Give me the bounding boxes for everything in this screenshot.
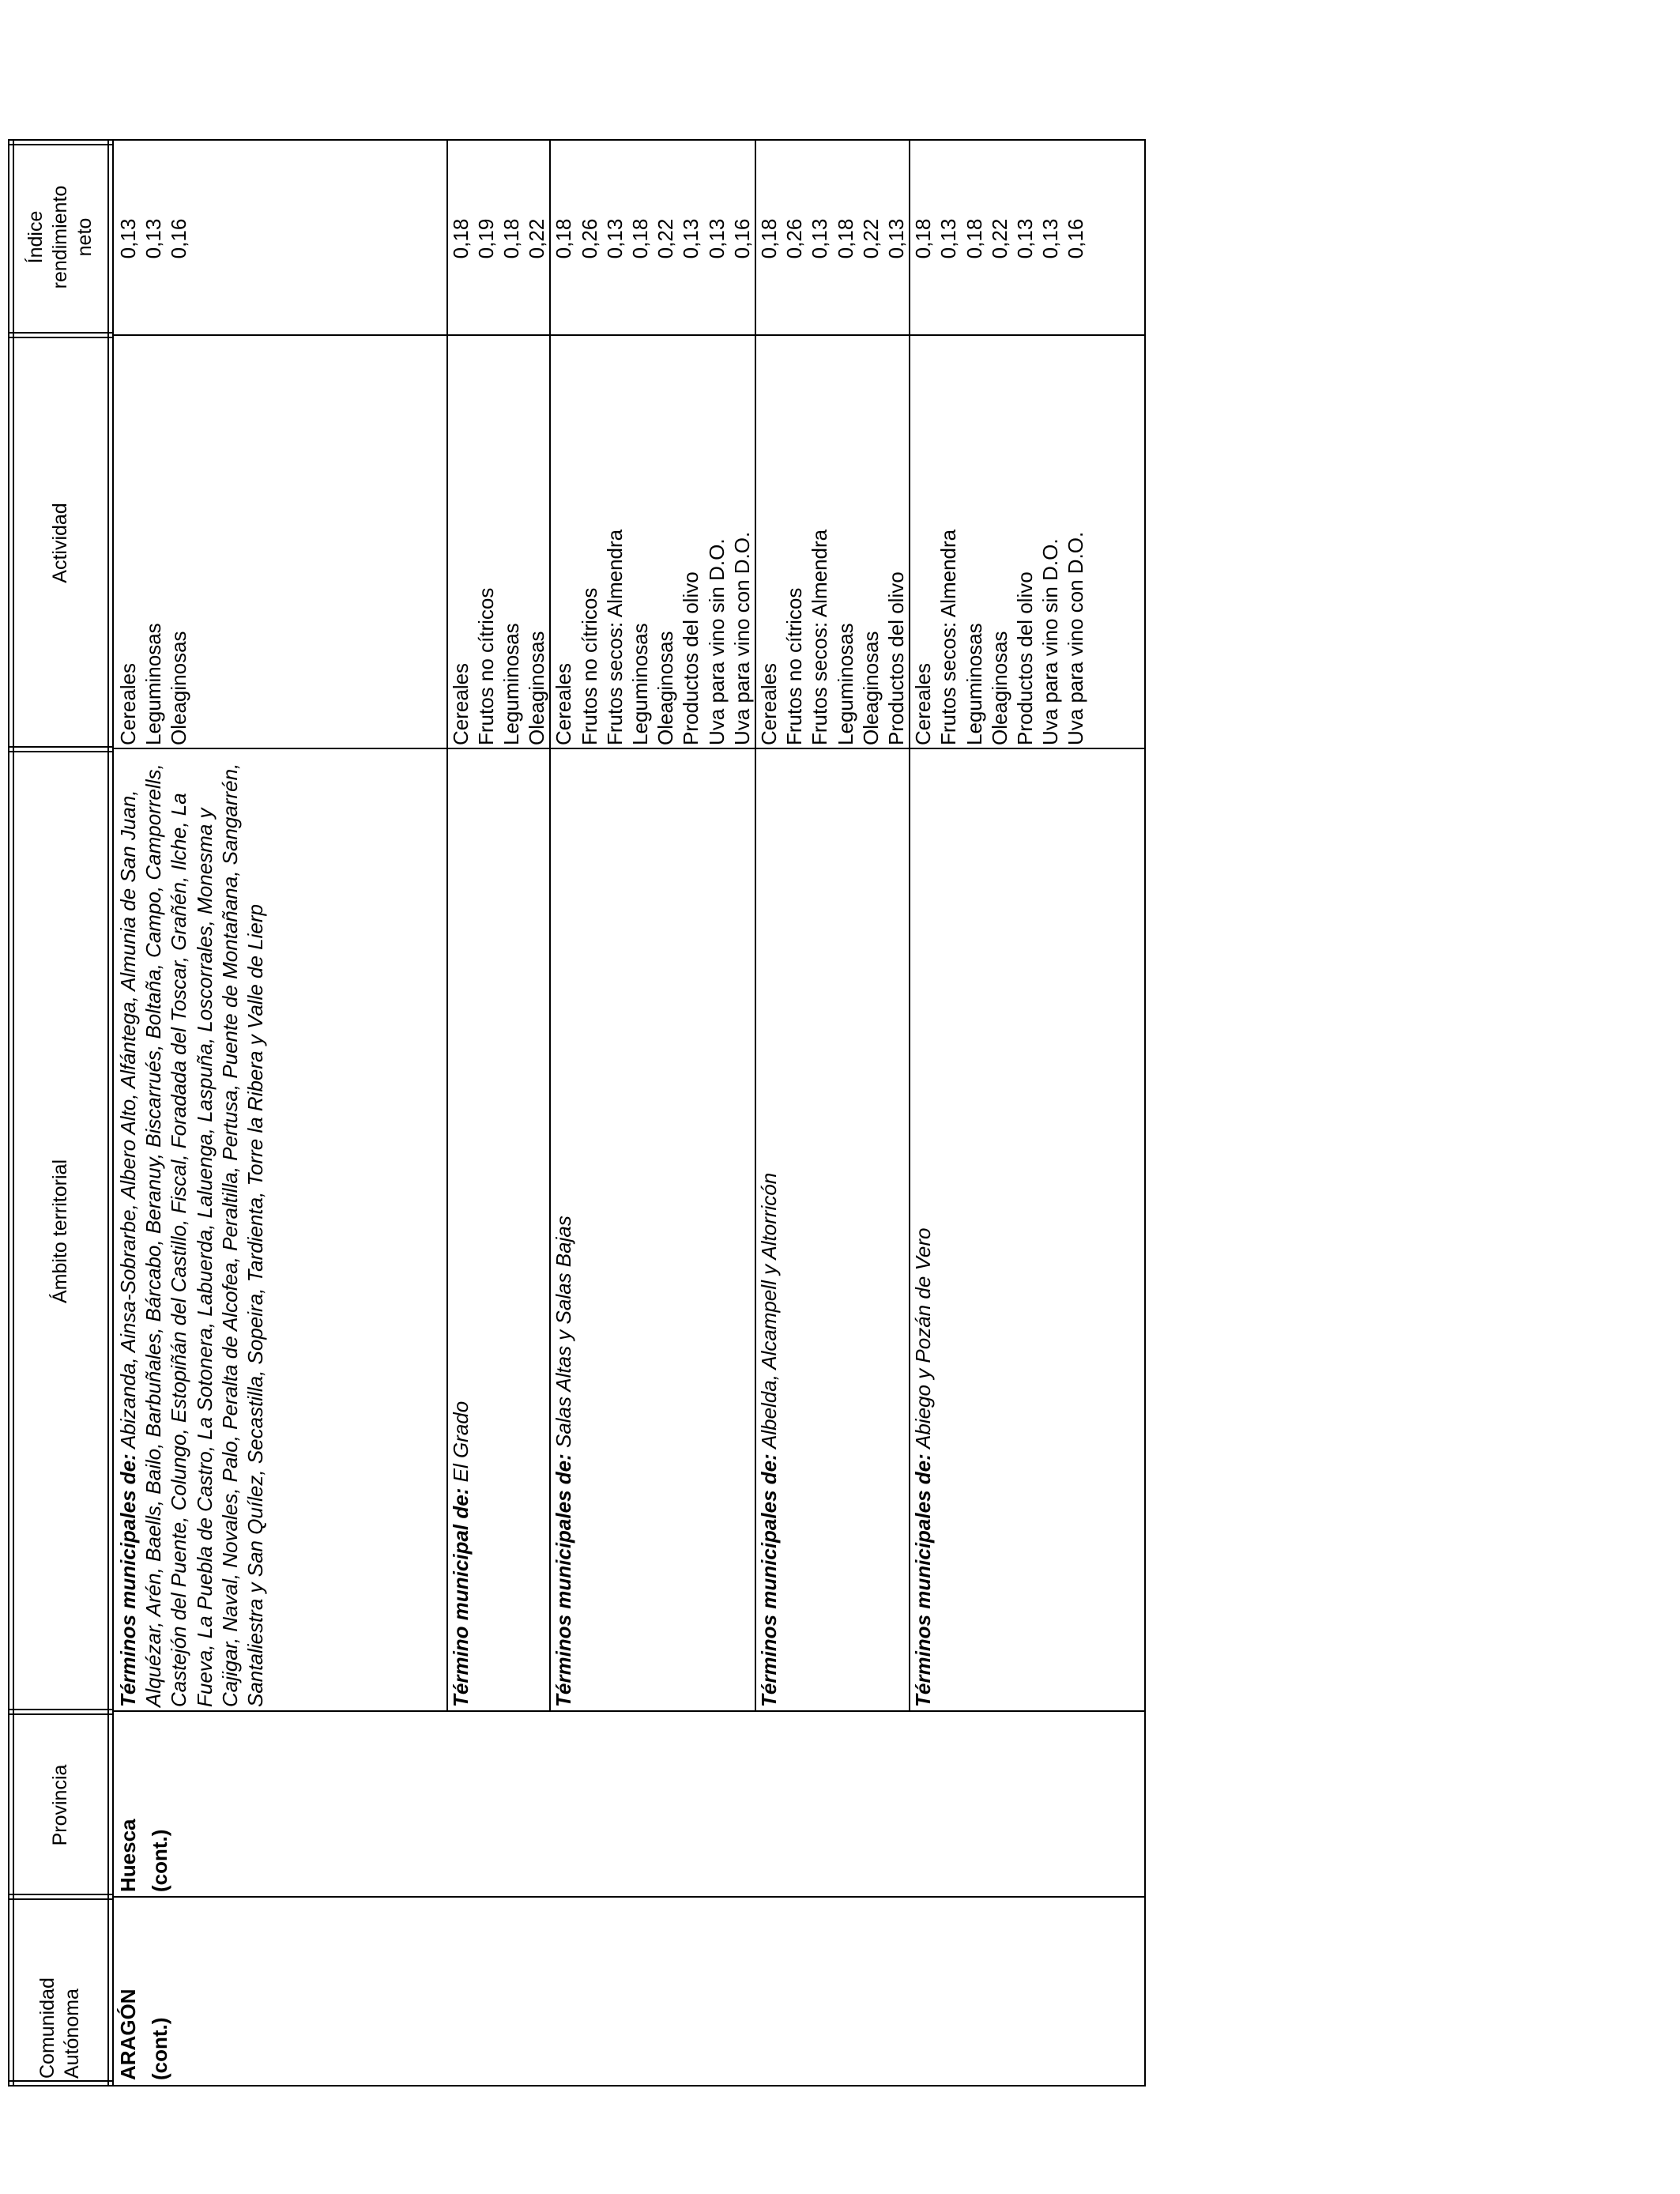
actividad-cell: Productos del olivo <box>884 571 908 745</box>
indice-cell: 0,16 <box>1064 218 1088 259</box>
comunidad-name: ARAGÓN <box>116 1989 140 2080</box>
header-divider-3b <box>8 746 114 748</box>
actividad-cell: Cereales <box>116 662 140 745</box>
indice-cell: 0,13 <box>1013 218 1037 259</box>
actividad-cell: Frutos no cítricos <box>577 587 601 745</box>
body-ambito-border <box>114 1710 1146 1712</box>
indice-cell: 0,13 <box>679 218 703 259</box>
actividad-cell: Leguminosas <box>628 623 652 745</box>
header-divider-4 <box>8 337 114 338</box>
indice-cell: 0,18 <box>757 218 781 259</box>
header-actividad-label: Actividad <box>48 503 71 583</box>
indice-cell: 0,26 <box>577 218 601 259</box>
actividad-cell: Frutos no cítricos <box>473 587 498 745</box>
header-divider-3 <box>8 751 114 752</box>
header-left-border-inner <box>8 2080 114 2082</box>
indice-cell: 0,13 <box>602 218 627 259</box>
header-ambito-label: Ámbito territorial <box>48 1159 71 1303</box>
indice-cell: 0,16 <box>167 218 191 259</box>
actividad-cell: Oleaginosas <box>654 631 678 745</box>
header-divider-1 <box>8 1898 114 1900</box>
indice-cell: 0,13 <box>141 218 166 259</box>
body-indice-border <box>114 334 1146 336</box>
header-top-border <box>8 141 9 2087</box>
actividad-cell: Cereales <box>552 662 576 745</box>
header-right-border <box>8 139 114 141</box>
indice-cell: 0,13 <box>884 218 908 259</box>
provincia-name: Huesca <box>116 1819 140 1892</box>
header-right-border-inner <box>8 144 114 145</box>
indice-cell: 0,18 <box>833 218 857 259</box>
header-indice <box>8 141 112 334</box>
ambito-prefix: Términos municipales de: <box>552 1453 576 1707</box>
actividad-cell: Frutos secos: Almendra <box>808 529 832 745</box>
header-comunidad <box>8 1977 112 2087</box>
rendimiento-table <box>8 0 1146 2087</box>
ambito-prefix: Término municipal de: <box>448 1487 473 1707</box>
ambito-text <box>910 755 936 1707</box>
indice-cell: 0,18 <box>552 218 576 259</box>
ambito-places: Abiego y Pozán de Vero <box>911 1227 936 1454</box>
actividad-cell: Frutos secos: Almendra <box>936 529 961 745</box>
indice-cell: 0,18 <box>911 218 936 259</box>
actividad-cell: Uva para vino sin D.O. <box>1038 538 1063 745</box>
actividad-cell: Cereales <box>757 662 781 745</box>
indice-cell: 0,18 <box>628 218 652 259</box>
body-provincia-border <box>114 1896 1146 1898</box>
body-bottom-border <box>1144 139 1146 2087</box>
actividad-cell: Leguminosas <box>141 623 166 745</box>
indice-cell: 0,13 <box>704 218 729 259</box>
actividad-cell: Uva para vino sin D.O. <box>704 538 729 745</box>
header-comunidad-label: Comunidad Autónoma <box>36 1977 83 2079</box>
indice-cell: 0,22 <box>654 218 678 259</box>
actividad-cell: Leguminosas <box>833 623 857 745</box>
header-divider-2 <box>8 1713 114 1715</box>
indice-cell: 0,22 <box>858 218 883 259</box>
header-divider-2b <box>8 1709 114 1710</box>
actividad-cell: Uva para vino con D.O. <box>1064 531 1088 745</box>
header-ambito <box>8 752 112 1710</box>
actividad-cell: Cereales <box>448 662 473 745</box>
actividad-cell: Uva para vino con D.O. <box>729 531 754 745</box>
actividad-cell: Leguminosas <box>962 623 986 745</box>
ambito-places: Salas Altas y Salas Bajas <box>552 1216 576 1454</box>
indice-cell: 0,13 <box>808 218 832 259</box>
header-provincia-label: Provincia <box>48 1764 71 1846</box>
header-left-border <box>8 2085 114 2087</box>
body-right-border <box>114 139 1146 141</box>
indice-cell: 0,18 <box>448 218 473 259</box>
actividad-cell: Oleaginosas <box>987 631 1011 745</box>
ambito-text <box>115 755 268 1707</box>
ambito-text <box>448 755 473 1707</box>
actividad-cell: Cereales <box>911 662 936 745</box>
indice-cell: 0,16 <box>729 218 754 259</box>
actividad-cell: Leguminosas <box>499 623 523 745</box>
header-bottom-border <box>107 141 109 2087</box>
indice-cell: 0,18 <box>962 218 986 259</box>
actividad-cell: Oleaginosas <box>167 631 191 745</box>
ambito-places: El Grado <box>448 1400 473 1488</box>
indice-cell: 0,13 <box>1038 218 1063 259</box>
actividad-cell: Oleaginosas <box>525 631 549 745</box>
header-divider-1b <box>8 1894 114 1895</box>
ambito-prefix: Términos municipales de: <box>116 1453 140 1707</box>
indice-cell: 0,22 <box>987 218 1011 259</box>
ambito-places: Albelda, Alcampell y Altorricón <box>757 1172 781 1454</box>
ambito-places: Abizanda, Ainsa-Sobrarbe, Albero Alto, Alfántega, Almunia de San Juan, Alquézar, Arén, Baells, Bailo, Barbuñales, Bárcabo, Beranuy, Biscarrués, Boltaña, Campo, Camporrells, Castejón del Puente, Colungo, Estopiñán del Castillo, Fiscal, Foradada del Toscar, Grañén, Ilche, La Fueva, La Puebla de Castro, La Sotonera, Labuerda, Laluenga, Laspuña, Loscorrales, Monesma y Cajigar, Naval, Novales, Palo, Peralta de Alcofea, Peraltilla, Pertusa, Puente de Montañana, Sangarrén, Santaliestra y San Quílez, Secastilla, Sopeira, Tardienta, Torre la Ribera y Valle de Lierp <box>116 763 268 1707</box>
indice-cell: 0,26 <box>782 218 807 259</box>
body-actividad-border <box>114 748 1146 749</box>
provincia-cont: (cont.) <box>148 1829 171 1892</box>
ambito-text <box>551 755 576 1707</box>
ambito-prefix: Términos municipales de: <box>911 1453 936 1707</box>
header-actividad <box>8 338 112 748</box>
indice-cell: 0,13 <box>936 218 961 259</box>
body-left-border <box>114 2085 1146 2087</box>
indice-cell: 0,18 <box>499 218 523 259</box>
indice-cell: 0,19 <box>473 218 498 259</box>
header-indice-label: Índice rendimiento neto <box>24 185 96 289</box>
header-provincia <box>8 1715 112 1895</box>
indice-cell: 0,22 <box>525 218 549 259</box>
header-divider-4b <box>8 332 114 334</box>
actividad-cell: Productos del olivo <box>1013 571 1037 745</box>
comunidad-cont: (cont.) <box>148 2017 171 2080</box>
actividad-cell: Productos del olivo <box>679 571 703 745</box>
header-top-border-inner <box>13 141 14 2087</box>
header-bottom-border-inner <box>112 141 114 2087</box>
indice-cell: 0,13 <box>116 218 140 259</box>
ambito-text <box>756 755 782 1707</box>
actividad-cell: Frutos secos: Almendra <box>602 529 627 745</box>
actividad-cell: Frutos no cítricos <box>782 587 807 745</box>
ambito-prefix: Términos municipales de: <box>757 1453 781 1707</box>
actividad-cell: Oleaginosas <box>858 631 883 745</box>
